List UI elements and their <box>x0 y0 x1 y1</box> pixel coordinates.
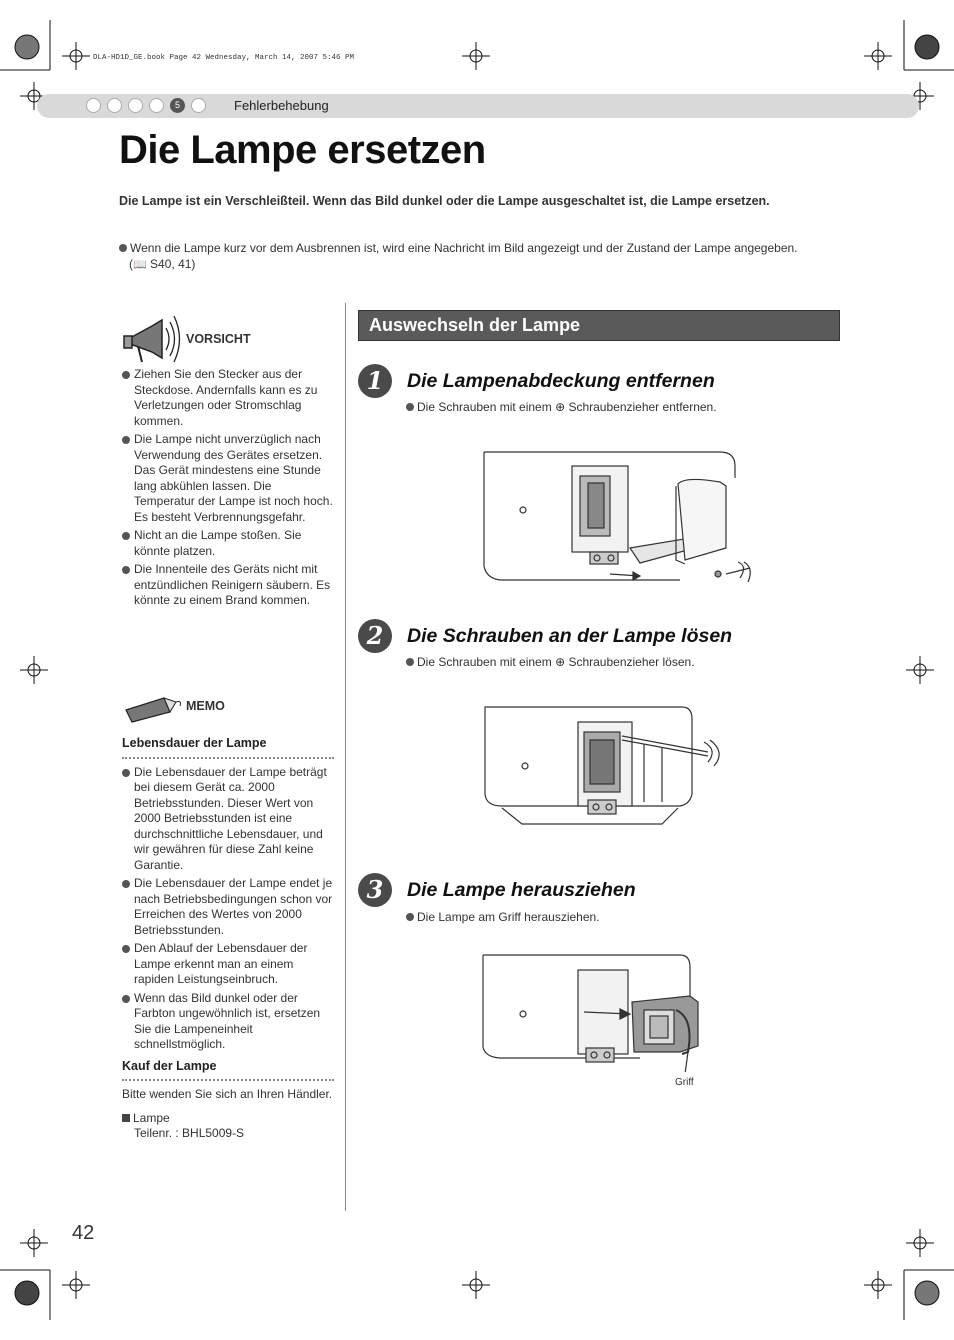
buy-heading: Kauf der Lampe <box>122 1059 334 1082</box>
step-title: Die Schrauben an der Lampe lösen <box>407 625 733 647</box>
chapter-dot <box>191 98 206 113</box>
chapter-dot <box>128 98 143 113</box>
chapter-dot <box>86 98 101 113</box>
step-number: 3 <box>358 873 392 907</box>
step-number: 1 <box>358 364 392 398</box>
bullet-icon <box>406 658 414 666</box>
lamp-note: Wenn die Lampe kurz vor dem Ausbrennen ist, wird eine Nachricht im Bild angezeigt und der Zustand der Lampe angegeben. (📖 S40, 41) <box>119 240 849 273</box>
list-item: Die Lampe nicht unverzüglich nach Verwendung des Gerätes ersetzen. Das Gerät mindestens eine Stunde lang abkühlen lassen. Die Temperatur der Lampe ist noch hoch. Es besteht Verbrennungsgefahr. <box>122 432 334 525</box>
buy-text: Bitte wenden Sie sich an Ihren Händler. <box>122 1087 333 1101</box>
part-label: Lampe <box>133 1110 170 1125</box>
chapter-dot <box>107 98 122 113</box>
bullet-icon <box>406 403 414 411</box>
page-title: Die Lampe ersetzen <box>119 128 486 172</box>
square-bullet-icon <box>122 1114 130 1122</box>
life-heading: Lebensdauer der Lampe <box>122 736 334 759</box>
lamp-removal-figure <box>480 952 710 1072</box>
book-icon: 📖 <box>133 259 147 271</box>
lamp-screws-figure <box>482 704 732 832</box>
chapter-dot <box>149 98 164 113</box>
note-text: Wenn die Lampe kurz vor dem Ausbrennen ist, wird eine Nachricht im Bild angezeigt und der Zustand der Lampe angegeben. <box>130 241 798 255</box>
column-divider <box>345 303 346 1211</box>
banner-title: Auswechseln der Lampe <box>369 315 581 335</box>
section-banner <box>358 310 840 341</box>
intro-text: Die Lampe ist ein Verschleißteil. Wenn das Bild dunkel oder die Lampe ausgeschaltet ist, die Lampe ersetzen. <box>119 194 770 208</box>
note-ref: S40, 41 <box>150 257 192 271</box>
print-info: DLA-HD1D_GE.book Page 42 Wednesday, March 14, 2007 5:46 PM <box>93 54 355 62</box>
megaphone-icon <box>122 314 182 364</box>
caution-label: VORSICHT <box>186 332 251 346</box>
bullet-icon <box>119 244 127 252</box>
step-title: Die Lampe herausziehen <box>407 879 636 901</box>
step-title: Die Lampenabdeckung entfernen <box>407 370 715 392</box>
handle-label: Griff <box>675 1077 694 1088</box>
list-item: Nicht an die Lampe stoßen. Sie könnte platzen. <box>122 528 334 559</box>
step-text: Die Schrauben mit einem ⊕ Schraubenzieher entfernen. <box>406 400 717 414</box>
list-item: Den Ablauf der Lebensdauer der Lampe erkennt man an einem rapiden Leistungseinbruch. <box>122 941 334 988</box>
bullet-icon <box>406 913 414 921</box>
list-item: Die Lebensdauer der Lampe endet je nach Betriebsbedingungen schon vor Erreichen des Wertes von 2000 Betriebsstunden. <box>122 876 334 938</box>
step-number: 2 <box>358 619 392 653</box>
pencil-icon <box>124 696 184 724</box>
memo-section <box>122 736 334 1142</box>
list-item: Die Innenteile des Geräts nicht mit entzündlichen Reinigern säubern. Es könnte zu einem Brand kommen. <box>122 562 334 609</box>
step-text: Die Schrauben mit einem ⊕ Schraubenzieher lösen. <box>406 655 695 669</box>
section-label: Fehlerbehebung <box>234 98 329 113</box>
step-text: Die Lampe am Griff herausziehen. <box>406 910 600 924</box>
list-item: Ziehen Sie den Stecker aus der Steckdose. Andernfalls kann es zu Verletzungen oder Stromschlag kommen. <box>122 367 334 429</box>
chapter-dot-active: 5 <box>170 98 185 113</box>
chapter-dots <box>86 98 206 113</box>
list-item: Wenn das Bild dunkel oder der Farbton ungewöhnlich ist, ersetzen Sie die Lampeneinheit schnellstmöglich. <box>122 991 334 1053</box>
memo-label: MEMO <box>186 699 225 713</box>
caution-list <box>122 367 334 612</box>
lamp-cover-figure <box>480 448 770 596</box>
part-number: Teilenr. : BHL5009-S <box>134 1126 245 1140</box>
list-item: Die Lebensdauer der Lampe beträgt bei diesem Gerät ca. 2000 Betriebsstunden. Dieser Wert von 2000 Betriebsstunden ist eine durchschnittliche Lebensdauer, und wir gewähren für diese Zahl keine Garantie. <box>122 765 334 874</box>
page-number: 42 <box>72 1222 95 1244</box>
